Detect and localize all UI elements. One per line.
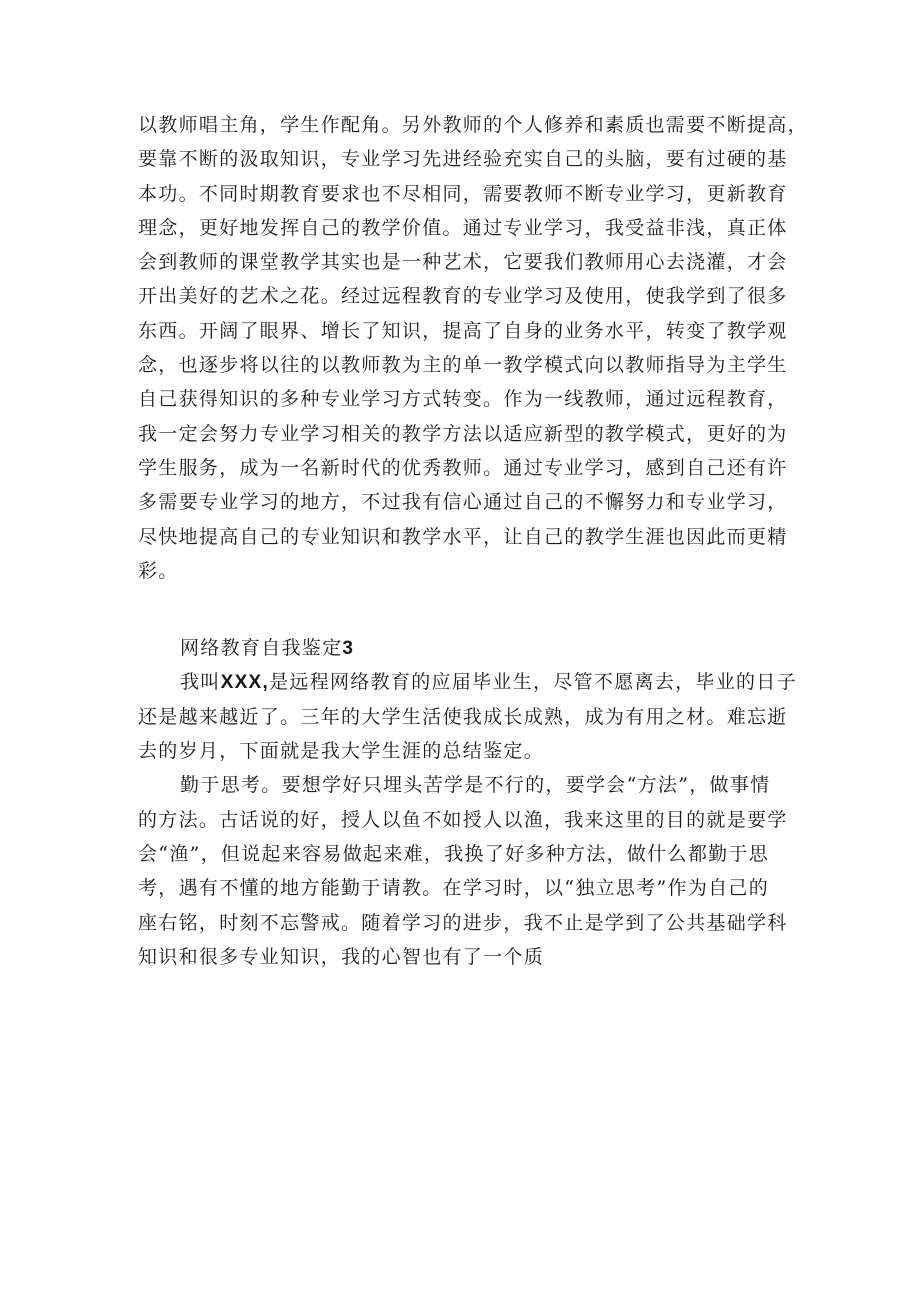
- text-line: 彩。: [138, 559, 179, 582]
- text-line: 以教师唱主角，学生作配角。另外教师的个人修养和素质也需要不断提高，: [138, 114, 808, 136]
- text-line: 会“渔”，但说起来容易做起来难，我换了好多种方法，做什么都勤于思: [138, 842, 770, 865]
- section-heading-number: 3: [342, 638, 355, 660]
- text-line: 开出美好的艺术之花。经过远程教育的专业学习及使用，使我学到了很多: [138, 285, 788, 308]
- text-line: 的方法。古话说的好，授人以鱼不如授人以渔，我来这里的目的就是要学: [138, 808, 788, 831]
- text-line: 念，也逐步将以往的以教师教为主的单一教学模式向以教师指导为主学生: [138, 354, 788, 377]
- text-line: 去的岁月，下面就是我大学生涯的总结鉴定。: [138, 740, 545, 763]
- text-line: 学生服务，成为一名新时代的优秀教师。通过专业学习，感到自己还有许: [138, 456, 788, 479]
- text-line: 考，遇有不懂的地方能勤于请教。在学习时，以“独立思考”作为自己的: [138, 877, 770, 900]
- text-line: 要靠不断的汲取知识，专业学习先进经验充实自己的头脑，要有过硬的基: [138, 148, 788, 171]
- text-line: [138, 665, 797, 699]
- text-line: 多需要专业学习的地方，不过我有信心通过自己的不懈努力和专业学习，: [138, 491, 788, 514]
- placeholder-name: XXX,: [220, 672, 270, 694]
- paragraph-intro: [138, 665, 797, 768]
- text-line: 勤于思考。要想学好只埋头苦学是不行的，要学会“方法”，做事情: [180, 774, 771, 797]
- text-line: 东西。开阔了眼界、增长了知识，提高了自身的业务水平，转变了教学观: [138, 319, 788, 342]
- text-line: 知识和很多专业知识，我的心智也有了一个质: [138, 945, 545, 968]
- intro-suffix: 是远程网络教育的应届毕业生，尽管不愿离去，毕业的日子: [269, 671, 797, 694]
- text-line: 我一定会努力专业学习相关的教学方法以适应新型的教学模式，更好的为: [138, 422, 788, 445]
- section-gap: [138, 588, 788, 631]
- intro-prefix: 我叫: [180, 671, 221, 694]
- text-line: 座右铭，时刻不忘警戒。随着学习的进步，我不止是学到了公共基础学科: [138, 911, 788, 934]
- section-heading-text: 网络教育自我鉴定: [180, 637, 343, 660]
- document-body: [138, 108, 808, 974]
- text-line: 自己获得知识的多种专业学习方式转变。作为一线教师，通过远程教育，: [138, 388, 788, 411]
- text-line: 本功。不同时期教育要求也不尽相同，需要教师不断专业学习，更新教育: [138, 182, 788, 205]
- text-line: 会到教师的课堂教学其实也是一种艺术，它要我们教师用心去浇灌，才会: [138, 251, 788, 274]
- paragraph-thinking: [138, 768, 788, 974]
- text-line: 还是越来越近了。三年的大学生活使我成长成熟，成为有用之材。难忘逝: [138, 705, 788, 728]
- paragraph-continuation: [138, 108, 808, 588]
- section-heading: [138, 631, 788, 665]
- text-line: 尽快地提高自己的专业知识和教学水平，让自己的教学生涯也因此而更精: [138, 525, 788, 548]
- text-line: 理念，更好地发挥自己的教学价值。通过专业学习，我受益非浅，真正体: [138, 216, 788, 239]
